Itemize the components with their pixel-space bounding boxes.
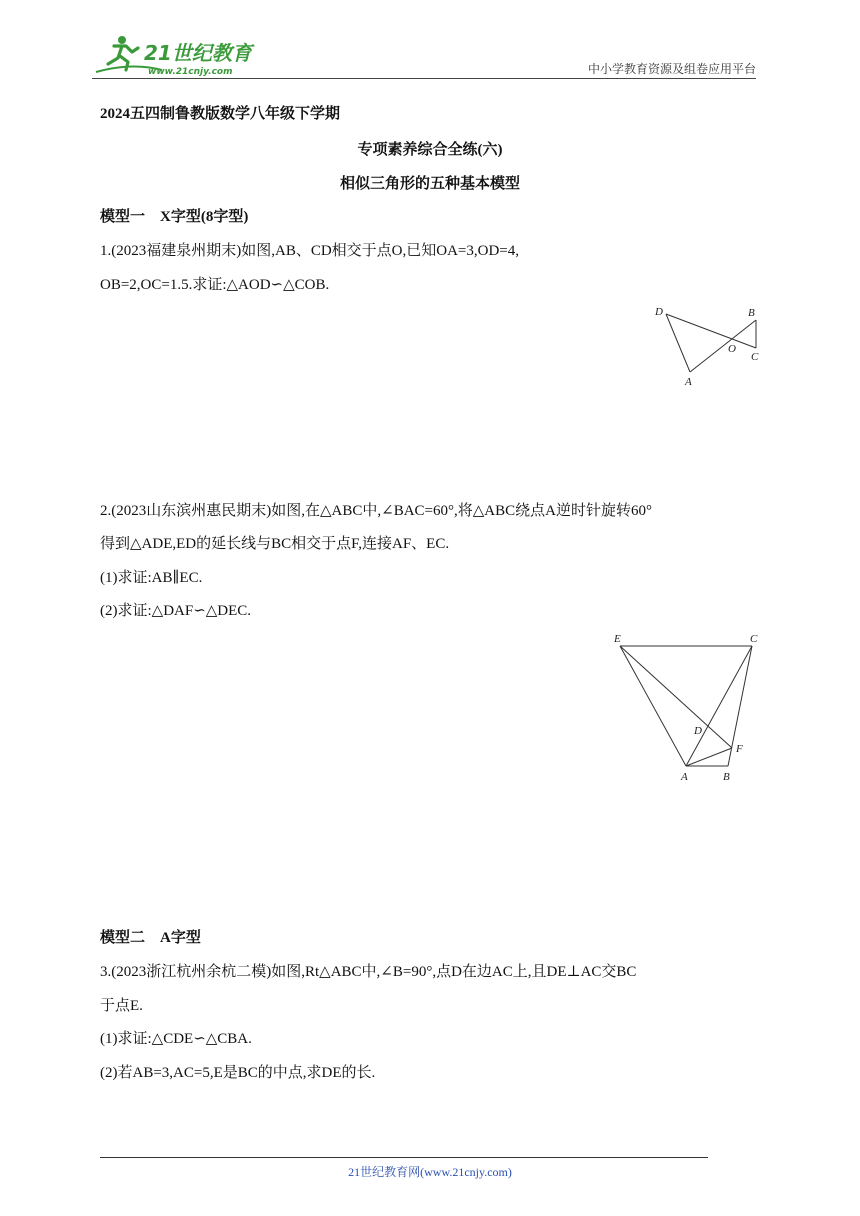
label-B: B [748, 307, 755, 319]
label-E: E [614, 633, 621, 645]
q2-line2: 得到△ADE,ED的延长线与BC相交于点F,连接AF、EC. [100, 536, 450, 552]
label-O: O [728, 343, 736, 355]
seg-EF [620, 646, 732, 748]
logo-url: www.21cnjy.com [148, 67, 233, 77]
model2-heading: 模型二 A字型 [100, 930, 201, 946]
label-A2: A [681, 771, 688, 783]
label-C: C [751, 351, 759, 363]
q2-part1: (1)求证:AB∥EC. [100, 570, 203, 586]
header-divider [92, 78, 756, 79]
q3-line2: 于点E. [100, 998, 143, 1014]
model1-heading: 模型一 X字型(8字型) [100, 209, 249, 225]
q3-part2: (2)若AB=3,AC=5,E是BC的中点,求DE的长. [100, 1065, 376, 1081]
label-D: D [655, 306, 663, 318]
footer-divider [100, 1157, 708, 1158]
label-D2: D [694, 725, 702, 737]
q2-part2: (2)求证:△DAF∽△DEC. [100, 603, 252, 619]
q3-part1: (1)求证:△CDE∽△CBA. [100, 1031, 252, 1047]
q1-line1: 1.(2023福建泉州期末)如图,AB、CD相交于点O,已知OA=3,OD=4, [100, 243, 519, 259]
q3-line1: 3.(2023浙江杭州余杭二模)如图,Rt△ABC中,∠B=90°,点D在边AC上,且DE⊥AC交BC [100, 964, 637, 980]
seg-AB [690, 320, 756, 372]
seg-AF [686, 748, 732, 766]
label-F: F [736, 743, 743, 755]
label-B2: B [723, 771, 730, 783]
seg-EA [620, 646, 686, 766]
label-C2: C [750, 633, 758, 645]
figure-1 [650, 300, 770, 400]
q1-line2: OB=2,OC=1.5.求证:△AOD∽△COB. [100, 277, 330, 293]
section-title: 专项素养综合全练(六) [357, 142, 503, 158]
site-logo [92, 32, 262, 78]
platform-label: 中小学教育资源及组卷应用平台 [587, 62, 756, 76]
subtitle: 相似三角形的五种基本模型 [339, 176, 520, 192]
label-A: A [685, 376, 692, 388]
doc-title: 2024五四制鲁教版数学八年级下学期 [100, 106, 341, 122]
logo-text: 21世纪教育 [144, 41, 252, 65]
figure-2 [608, 628, 778, 793]
footer-link[interactable]: 21世纪教育网(www.21cnjy.com) [348, 1165, 512, 1179]
seg-DA [666, 314, 690, 372]
q2-line1: 2.(2023山东滨州惠民期末)如图,在△ABC中,∠BAC=60°,将△ABC绕点A逆时针旋转60° [100, 503, 652, 519]
